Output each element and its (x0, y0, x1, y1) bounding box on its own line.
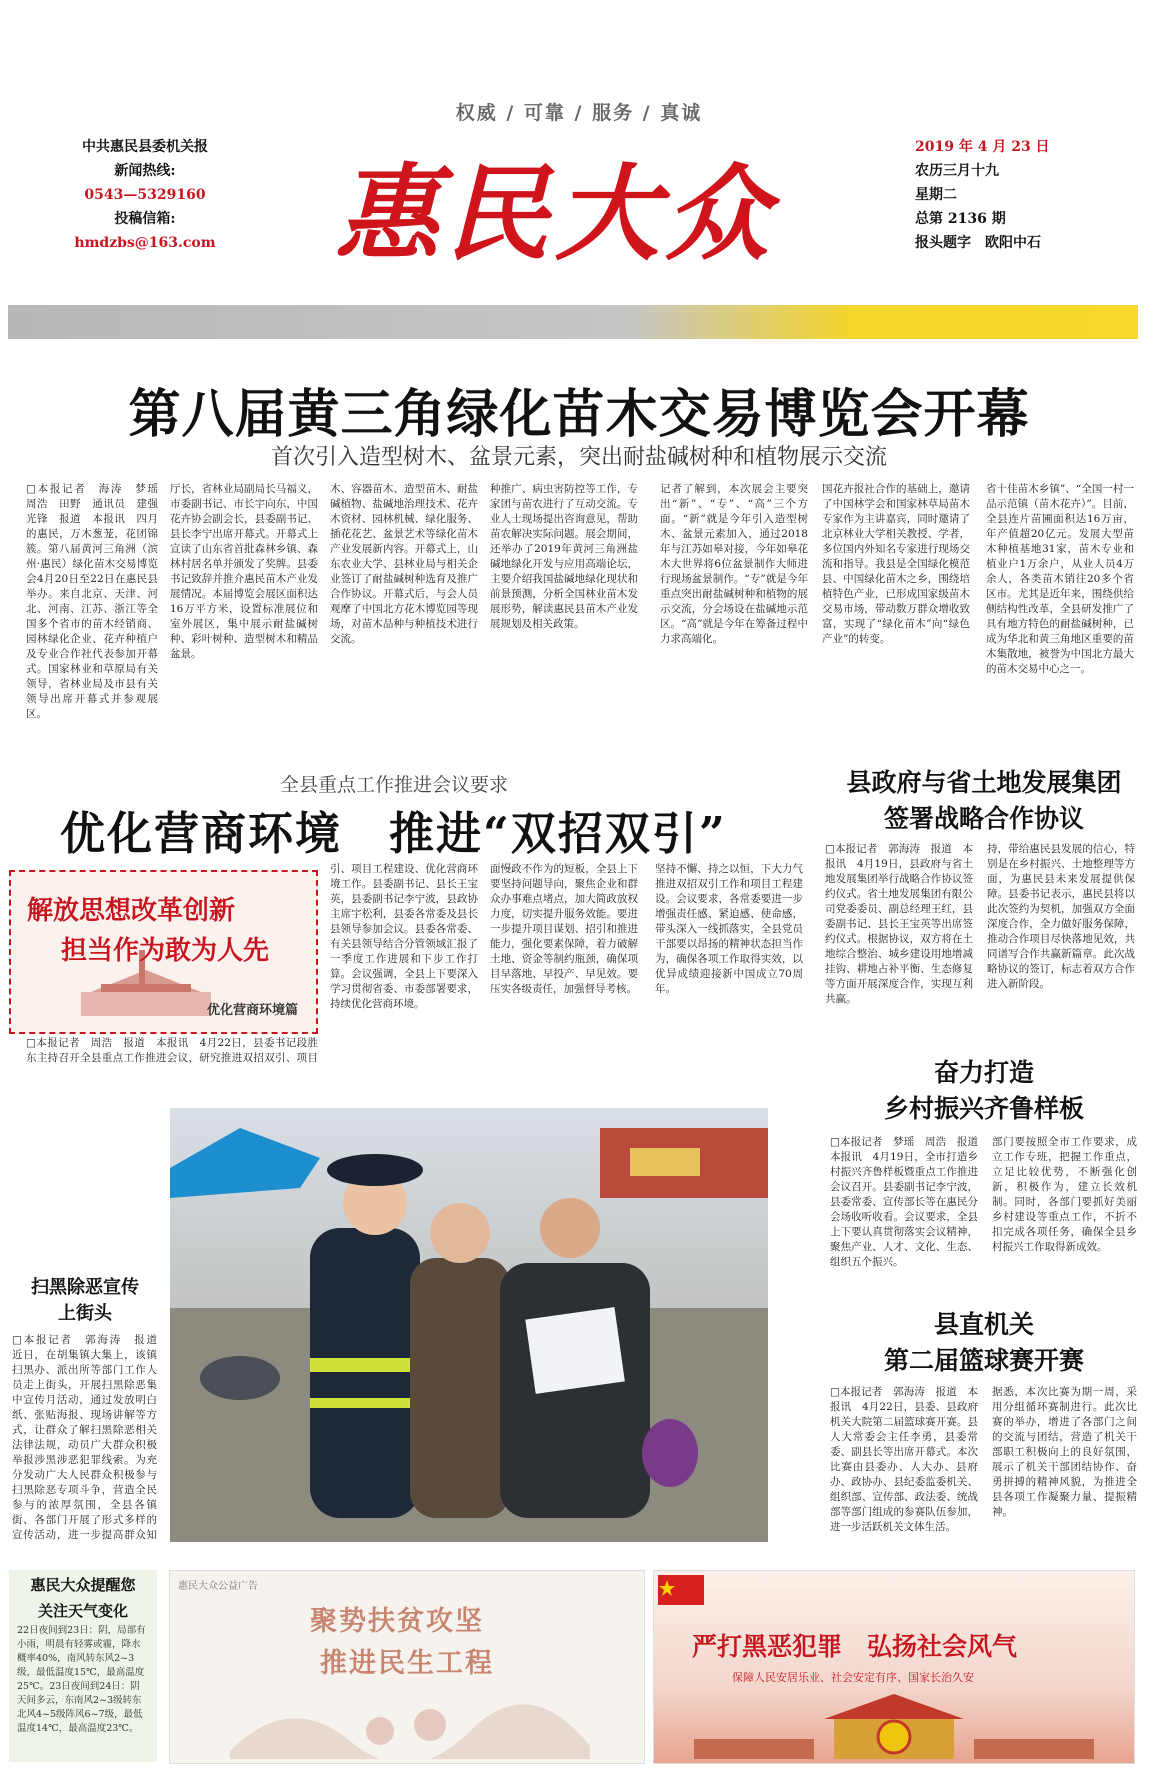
weather-title-line-2: 关注天气变化 (37, 1602, 128, 1620)
basketball-column: □本报记者 郭海涛 报道 本报讯 4月22日，县委、县政府机关大院第二届篮球赛开赛。县人大常委会主任李勇，县委常委、副县长等出席开幕式。本次比赛由县委办、人大办、县府办、政协办、县纪委监委机关、组织部、宣传部、政法委、统战部等部门组成的参赛队伍参加，进一步活跃机关文体生活。 (830, 1386, 978, 1533)
basketball-headline-line-1: 县直机关 (933, 1310, 1034, 1339)
lead-column: □本报记者 海涛 梦瑶 周浩 田野 通讯员 建强 光锋 报道 本报讯 四月的惠民，万木葱茏，花团锦簇。第八届黄河三角洲（滨州·惠民）绿化苗木交易博览会4月20日至22日在惠民县举办。来自北京、天津、河北、河南、江苏、浙江等全国多个省市的苗木经销商、园林绿化企业、花卉种植户及专业合作社代表参加开幕式。国家林业和草原局有关领导，省林业局及市县有关领导出席开幕式并参观展区。 (26, 483, 158, 720)
masthead-divider-bar (8, 305, 1138, 339)
banner-tag: 优化营商环境篇 (206, 1003, 298, 1018)
masthead-right-info (915, 135, 1085, 255)
land-headline-line-1: 县政府与省土地发展集团 (846, 768, 1122, 797)
newspaper-logo: 惠民大众 (335, 152, 776, 275)
rural-headline-line-2: 乡村振兴齐鲁样板 (883, 1094, 1084, 1123)
weather-forecast: 22日夜间到23日：阴，局部有小雨，明晨有轻雾或霾，降水概率40%，南风转东风2~3级，最低温度15℃，最高温度25℃。23日夜间到24日：阴天间多云，东南风2~3级转东北风4~5级阵风6~7级，最低温度14℃，最高温度23℃。 (17, 1625, 146, 1734)
lead-column: 木、容器苗木、造型苗木、耐盐碱植物、盐碱地治理技术、花卉木资材、园林机械、绿化服务、插花花艺、盆景艺术等绿化苗木产业发展新内容。开幕式上，山东农业大学、县林业局与相关企业签订了耐盐碱树种选育及推广合作协议。开幕式后，与会人员观摩了中国北方花木博览园等现场，对苗木品种与种植技术进行交流。 (330, 483, 478, 645)
basketball-headline[interactable] (815, 1307, 1153, 1379)
weekday: 星期二 (915, 187, 957, 203)
banner-line-2: 担当作为敢为人先 (61, 936, 270, 966)
sweep-headline-line-2: 上街头 (58, 1303, 112, 1324)
lead-column: 种推广、病虫害防控等工作，专家团与苗农进行了互动交流。专业人士现场提出咨询意见，帮助苗农解决实际问题。展会期间，还举办了2019年黄河三角洲盐碱地绿化开发与应用高端论坛，主要介绍我国盐碱地绿化现状和前景预测，分析全国林业苗木发展形势，解读惠民县苗木产业发展规划及相关政策。 (490, 483, 638, 630)
building-illustration (694, 1689, 1094, 1759)
anti-crime-ad-subtitle: 保障人民安居乐业、社会安定有序、国家长治久安 (732, 1671, 974, 1684)
weather-box (9, 1570, 157, 1762)
organization-label: 中共惠民县委机关报 (82, 139, 208, 155)
street-publicity-photo (170, 1108, 768, 1542)
issue-date: 2019 年 4 月 23 日 (915, 139, 1050, 155)
meeting-headline[interactable]: 优化营商环境 推进“双招双引” (60, 807, 727, 860)
basketball-headline-line-2: 第二届篮球赛开赛 (883, 1346, 1084, 1375)
news-photo (170, 1108, 768, 1542)
poverty-ad-line-1: 聚势扶贫攻坚 (310, 1606, 484, 1637)
calligraphy-credit: 报头题字 欧阳中石 (915, 235, 1041, 251)
slogan: 权威 / 可靠 / 服务 / 真诚 (455, 102, 703, 124)
issue-number: 总第 2136 期 (915, 211, 1006, 227)
lead-column: 厅长，省林业局副局长马福义，市委副书记、市长宇向东，中国花卉协会副会长，县委副书记、县长李宁出席开幕式。开幕式上宣读了山东省首批森林乡镇、森林村居名单并颁发了奖牌。县委书记致辞并推介惠民苗木产业发展情况。本届博览会展区面积达16万平方米，设置标准展位和室外展区，集中展示耐盐碱树种、彩叶树种、造型树木和精品盆景。 (170, 483, 318, 660)
poverty-ad-line-2: 推进民生工程 (320, 1648, 494, 1679)
land-headline[interactable] (815, 765, 1153, 837)
banner-line-1: 解放思想改革创新 (27, 896, 236, 926)
sweep-headline-line-1: 扫黑除恶宣传 (31, 1277, 139, 1298)
rural-column: 部门要按照全市工作要求，成立工作专班，把握工作重点，立足比较优势，不断强化创新，积极作为，建立长效机制。同时，各部门要抓好美丽乡村建设等重点工作，不折不扣完成各项任务，确保全县乡村振兴工作取得新成效。 (992, 1136, 1137, 1253)
basketball-column: 据悉，本次比赛为期一周，采用分组循环赛制进行。此次比赛的举办，增进了各部门之间的交流与团结，营造了机关干部职工积极向上的良好氛围，展示了机关干部团结协作、奋勇拼搏的精神风貌，为推进全县各项工作凝聚力量、提振精神。 (992, 1386, 1137, 1518)
weather-title-line-1: 惠民大众提醒您 (30, 1576, 136, 1594)
land-headline-line-2: 签署战略合作协议 (883, 804, 1084, 833)
rural-headline[interactable] (815, 1055, 1153, 1127)
lead-column: 国花卉报社合作的基础上，邀请了中国林学会和国家林草局苗木专家作为主讲嘉宾，同时邀请了北京林业大学相关教授、学者，多位国内外知名专家进行现场交流和指导。我县是全国绿化模范县、中国绿化苗木之乡，围绕培植特色产业，已形成国家级苗木交易市场，带动数万群众增收致富，实现了“绿化苗木”向“绿色产业”的转变。 (822, 483, 970, 645)
rural-headline-line-1: 奋力打造 (933, 1058, 1034, 1087)
rural-column: □本报记者 梦瑶 周浩 报道 本报讯 4月19日，全市打造乡村振兴齐鲁样板暨重点工作推进会议召开。县委副书记李宁波，县委常委、宣传部长等在惠民分会场收听收看。会议要求，全县上下要认真贯彻落实会议精神，聚焦产业、人才、文化、生态、组织五个振兴。 (830, 1136, 978, 1268)
anti-crime-ad-title: 严打黑恶犯罪 弘扬社会风气 (692, 1632, 1018, 1661)
email-label: 投稿信箱: (114, 211, 176, 227)
ad-illustration (230, 1691, 590, 1759)
meeting-column: 引、项目工程建设、优化营商环境工作。县委副书记、县长王宝英，县委副书记李宁波，县政协主席宇松利，县委各常委及县长县领导参加会议。县委各常委、有关县领导结合分管领域汇报了一季度工作进展和下步工作打算。会议强调，全县上下要深入学习贯彻省委、市委部署要求，持续优化营商环境。 (330, 863, 478, 1010)
flag-icon (658, 1575, 704, 1605)
meeting-kicker: 全县重点工作推进会议要求 (280, 774, 509, 796)
sweep-body: □本报记者 郭海涛 报道 近日，在胡集镇大集上，该镇扫黑办、派出所等部门工作人员走上街头，开展扫黑除恶集中宣传月活动，通过发放明白纸、张贴海报、现场讲解等方式，让群众了解扫黑除恶相关法律法规，动员广大群众积极举报涉黑涉恶犯罪线索。为充分发动广大人民群众积极参与扫黑除恶专项斗争，营造全民参与的浓厚氛围，全县各镇街、各部门开展了形式多样的宣传活动，进一步提高群众知 (12, 1334, 157, 1541)
lead-column: 省十佳苗木乡镇”、“全国一村一品示范镇（苗木花卉）”。目前，全县连片苗圃面积达16万亩，年产值超20亿元。发展大型苗木种植基地31家，苗木专业和植业户1万余户，从业人员4万余人，各类苗木销往20多个省区市。尤其是近年来，围绕供给侧结构性改革，全县研发推广了具有地方特色的耐盐碱树种，已成为华北和黄三角地区重要的苗木集散地，被誉为中国北方最大的苗木交易中心之一。 (986, 483, 1134, 675)
slogan-banner (9, 870, 318, 1034)
land-column: □本报记者 郭海涛 报道 本报讯 4月19日，县政府与省土地发展集团举行战略合作协议签约仪式。省土地发展集团有限公司党委委员、副总经理王红，县委副书记、县长王宝英等出席签约仪式。根据协议，双方将在土地综合整治、城乡建设用地增减挂钩、耕地占补平衡、生态修复等方面开展深度合作，实现互利共赢。 (825, 843, 973, 1005)
lead-column: 记者了解到，本次展会主要突出“新”、“专”、“高”三个方面。“新”就是今年引入造型树木、盆景元素加入，通过2018年与江苏如皋对接，今年如皋花木大世界将6位盆景制作大师进行现场盆景制作。“专”就是今年重点突出耐盐碱树种和植物的展示交流，分会场设在盐碱地示范区。“高”就是今年在筹备过程中力求高端化。 (660, 483, 808, 645)
meeting-byline: □本报记者 周浩 报道 本报讯 4月22日，县委书记段胜东主持召开全县重点工作推进会议，研究推进双招双引、项目 (26, 1037, 318, 1064)
lead-subhead: 首次引入造型树木、盆景元素，突出耐盐碱树种和植物展示交流 (270, 445, 887, 470)
lead-headline[interactable]: 第八届黄三角绿化苗木交易博览会开幕 (128, 385, 1030, 445)
land-column: 持，带给惠民县发展的信心，特别是在乡村振兴、土地整理等方面，为惠民县未来发展提供保障。县委书记表示，惠民县将以此次签约为契机，加强双方全面深度合作，全力做好服务保障，推动合作项目尽快落地见效，共同谱写合作共赢新篇章。此次战略协议的签订，标志着双方合作进入新阶段。 (987, 843, 1135, 990)
poverty-ad[interactable] (169, 1570, 645, 1764)
hotline-label: 新闻热线: (114, 163, 176, 179)
meeting-column: 坚持不懈、持之以恒，下大力气推进双招双引工作和项目工程建设。会议要求，各常委要进一步增强责任感、紧迫感、使命感，带头深入一线抓落实，全县党员干部要以昂扬的精神状态担当作为，确保各项工作取得实效，以优异成绩迎接新中国成立70周年。 (655, 863, 803, 995)
sweep-headline[interactable] (10, 1275, 160, 1327)
anti-crime-ad[interactable] (653, 1570, 1135, 1764)
ad-label: 惠民大众公益广告 (178, 1581, 258, 1592)
hotline-number[interactable]: 0543—5329160 (84, 187, 206, 203)
meeting-column: 面慢政不作为的短板，全县上下要坚持问题导向，聚焦企业和群众办事难点堵点，加大简政放权力度，切实提升服务效能。要进一步提升项目谋划、招引和推进能力，强化要素保障，着力破解土地、资金等制约瓶颈，确保项目早落地、早投产、早见效。要压实各级责任，加强督导考核。 (490, 863, 638, 995)
masthead-left-info (60, 135, 230, 255)
lunar-date: 农历三月十九 (915, 163, 999, 179)
email-address[interactable]: hmdzbs@163.com (74, 235, 216, 251)
